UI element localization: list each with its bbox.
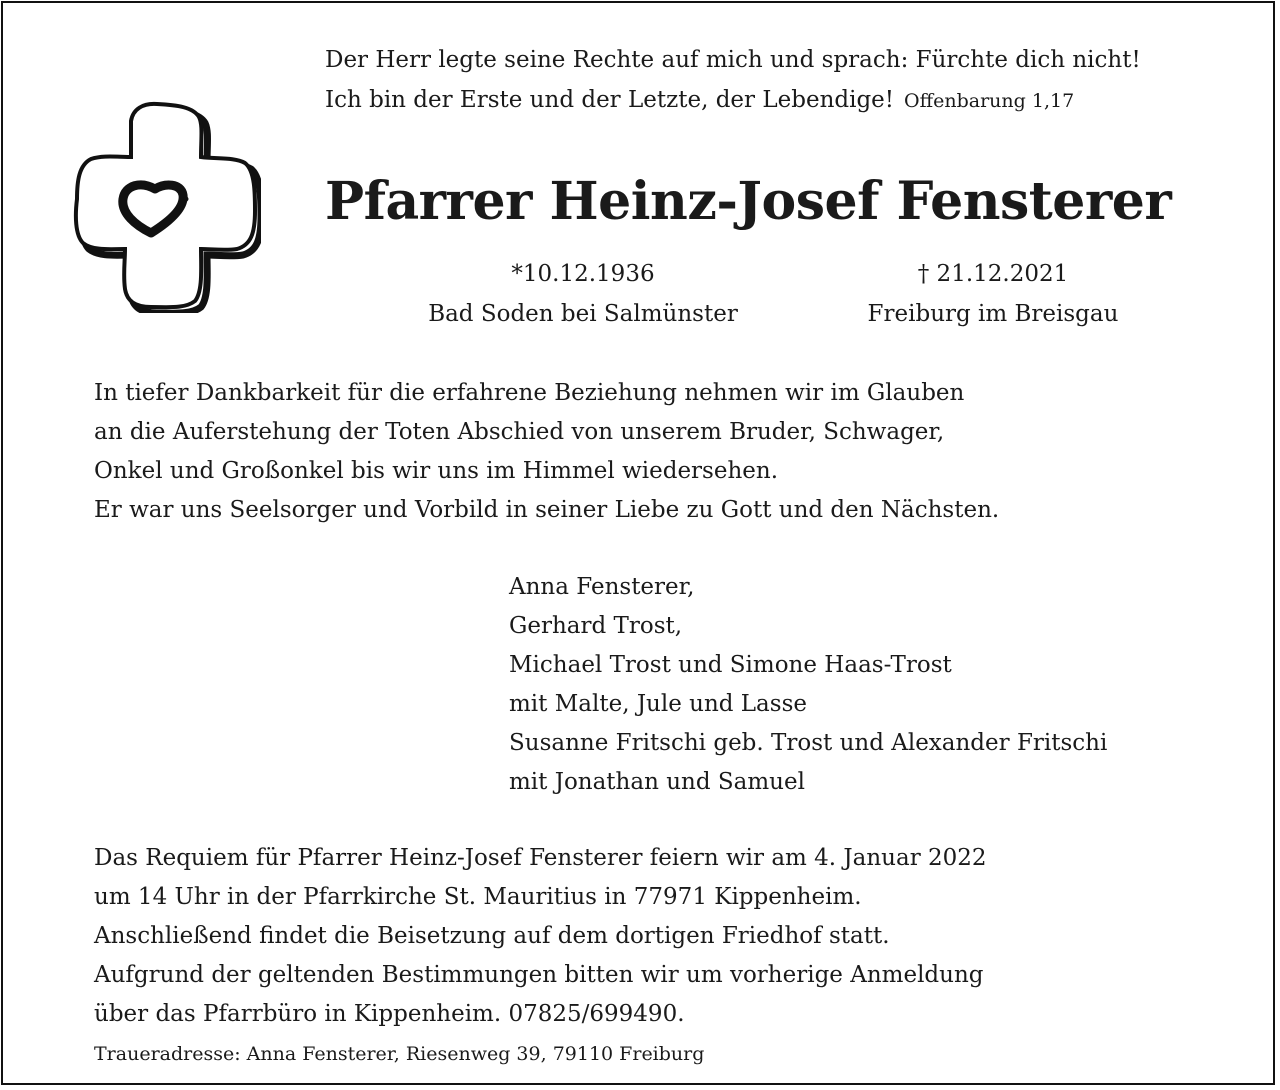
mourner-line: Susanne Fritschi geb. Trost und Alexander Fritschi (509, 730, 1108, 756)
mourner-line: Michael Trost und Simone Haas-Trost (509, 652, 952, 678)
dedication-line: an die Auferstehung der Toten Abschied von unserem Bruder, Schwager, (94, 419, 945, 445)
requiem-line: Das Requiem für Pfarrer Heinz-Josef Fensterer feiern wir am 4. Januar 2022 (94, 845, 987, 871)
mourners-list (509, 568, 1107, 802)
verse-line-1: Der Herr legte seine Rechte auf mich und sprach: Fürchte dich nicht! (325, 47, 1141, 73)
dedication-line: In tiefer Dankbarkeit für die erfahrene Beziehung nehmen wir im Glauben (94, 380, 965, 406)
mourner-line: Anna Fensterer, (509, 574, 695, 600)
mourner-line: mit Jonathan und Samuel (509, 769, 805, 795)
cross-with-heart-icon (65, 95, 261, 313)
birth-info (393, 254, 773, 334)
requiem-line: über das Pfarrbüro in Kippenheim. 07825/699490. (94, 1001, 685, 1027)
birth-date: *10.12.1936 (511, 261, 655, 287)
death-date: † 21.12.2021 (917, 261, 1069, 287)
mourning-address: Traueradresse: Anna Fensterer, Riesenweg 39, 79110 Freiburg (94, 1043, 705, 1065)
deceased-name: Pfarrer Heinz-Josef Fensterer (325, 171, 1172, 232)
requiem-line: um 14 Uhr in der Pfarrkirche St. Mauritius in 77971 Kippenheim. (94, 884, 862, 910)
verse-line-2 (325, 80, 1074, 121)
death-info (833, 254, 1153, 334)
requiem-paragraph (94, 839, 987, 1034)
birth-place: Bad Soden bei Salmünster (428, 301, 738, 327)
requiem-line: Anschließend findet die Beisetzung auf dem dortigen Friedhof statt. (94, 923, 890, 949)
mourner-line: Gerhard Trost, (509, 613, 683, 639)
dedication-line: Er war uns Seelsorger und Vorbild in seiner Liebe zu Gott und den Nächsten. (94, 497, 1000, 523)
death-place: Freiburg im Breisgau (867, 301, 1119, 327)
dedication-line: Onkel und Großonkel bis wir uns im Himmel wiedersehen. (94, 458, 779, 484)
obituary-notice (1, 1, 1275, 1085)
requiem-line: Aufgrund der geltenden Bestimmungen bitten wir um vorherige Anmeldung (94, 962, 984, 988)
verse-reference: Offenbarung 1,17 (904, 90, 1075, 112)
verse-line-2-text: Ich bin der Erste und der Letzte, der Lebendige! (325, 87, 895, 113)
mourner-line: mit Malte, Jule und Lasse (509, 691, 807, 717)
dedication-paragraph (94, 374, 999, 530)
